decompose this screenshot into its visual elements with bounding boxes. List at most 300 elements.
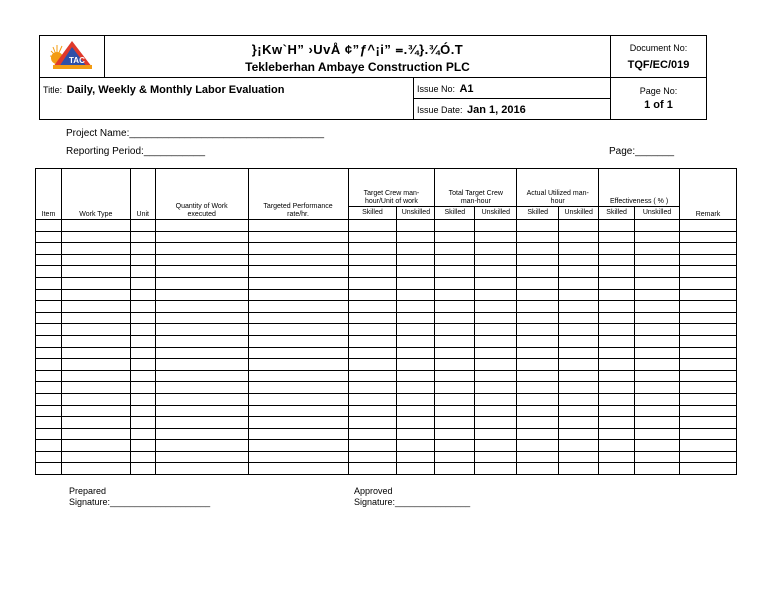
table-cell[interactable] [435,254,475,266]
table-cell[interactable] [248,347,348,359]
table-cell[interactable] [36,301,62,313]
table-cell[interactable] [130,266,155,278]
table-cell[interactable] [475,393,517,405]
table-cell[interactable] [559,254,599,266]
table-cell[interactable] [155,231,248,243]
table-cell[interactable] [155,220,248,232]
table-cell[interactable] [36,451,62,463]
project-name-field[interactable]: Project Name:___________________________________ [66,128,325,139]
table-cell[interactable] [248,417,348,429]
table-cell[interactable] [155,335,248,347]
table-cell[interactable] [348,451,397,463]
table-cell[interactable] [680,220,737,232]
table-cell[interactable] [635,463,680,475]
approved-signature-line[interactable]: Signature:_______________ [354,497,471,507]
table-cell[interactable] [61,277,130,289]
table-cell[interactable] [635,428,680,440]
table-cell[interactable] [61,451,130,463]
table-cell[interactable] [155,393,248,405]
table-cell[interactable] [61,220,130,232]
table-cell[interactable] [36,220,62,232]
table-cell[interactable] [155,301,248,313]
table-cell[interactable] [130,393,155,405]
table-cell[interactable] [475,324,517,336]
table-cell[interactable] [435,382,475,394]
table-cell[interactable] [397,428,435,440]
table-cell[interactable] [517,254,559,266]
table-cell[interactable] [475,231,517,243]
table-cell[interactable] [397,243,435,255]
table-cell[interactable] [635,393,680,405]
table-cell[interactable] [559,359,599,371]
table-cell[interactable] [680,359,737,371]
table-cell[interactable] [348,301,397,313]
table-cell[interactable] [348,254,397,266]
table-cell[interactable] [680,289,737,301]
table-cell[interactable] [348,440,397,452]
table-cell[interactable] [680,440,737,452]
reporting-period-field[interactable]: Reporting Period:___________ [66,146,205,157]
table-cell[interactable] [635,312,680,324]
table-cell[interactable] [397,405,435,417]
table-cell[interactable] [36,312,62,324]
table-cell[interactable] [635,335,680,347]
table-cell[interactable] [559,370,599,382]
table-cell[interactable] [435,405,475,417]
prepared-signature-line[interactable]: Signature:____________________ [69,497,211,507]
table-cell[interactable] [248,382,348,394]
table-cell[interactable] [680,231,737,243]
table-cell[interactable] [155,243,248,255]
table-cell[interactable] [397,266,435,278]
table-cell[interactable] [397,347,435,359]
table-cell[interactable] [155,359,248,371]
table-cell[interactable] [599,463,635,475]
table-cell[interactable] [348,289,397,301]
table-cell[interactable] [517,312,559,324]
table-cell[interactable] [635,405,680,417]
table-cell[interactable] [61,312,130,324]
table-cell[interactable] [435,347,475,359]
table-cell[interactable] [397,393,435,405]
table-cell[interactable] [130,231,155,243]
table-cell[interactable] [155,289,248,301]
table-cell[interactable] [635,417,680,429]
table-cell[interactable] [635,324,680,336]
table-cell[interactable] [635,382,680,394]
table-cell[interactable] [130,428,155,440]
table-cell[interactable] [130,312,155,324]
table-cell[interactable] [475,254,517,266]
table-cell[interactable] [155,312,248,324]
table-cell[interactable] [635,220,680,232]
table-cell[interactable] [155,463,248,475]
table-cell[interactable] [130,335,155,347]
table-cell[interactable] [155,451,248,463]
table-cell[interactable] [475,243,517,255]
table-cell[interactable] [599,231,635,243]
table-cell[interactable] [348,405,397,417]
table-cell[interactable] [599,359,635,371]
table-cell[interactable] [435,324,475,336]
table-cell[interactable] [155,370,248,382]
table-cell[interactable] [348,382,397,394]
table-cell[interactable] [475,405,517,417]
table-cell[interactable] [517,417,559,429]
table-cell[interactable] [348,312,397,324]
table-cell[interactable] [559,301,599,313]
table-cell[interactable] [36,254,62,266]
table-cell[interactable] [559,277,599,289]
table-cell[interactable] [348,370,397,382]
table-cell[interactable] [435,266,475,278]
table-cell[interactable] [36,428,62,440]
table-cell[interactable] [36,266,62,278]
table-cell[interactable] [599,417,635,429]
table-cell[interactable] [130,289,155,301]
table-cell[interactable] [435,231,475,243]
table-cell[interactable] [397,359,435,371]
table-cell[interactable] [635,440,680,452]
table-cell[interactable] [635,370,680,382]
table-cell[interactable] [517,393,559,405]
table-cell[interactable] [61,231,130,243]
table-cell[interactable] [397,335,435,347]
table-cell[interactable] [248,370,348,382]
table-cell[interactable] [248,289,348,301]
table-cell[interactable] [435,359,475,371]
table-cell[interactable] [475,359,517,371]
table-cell[interactable] [348,347,397,359]
table-cell[interactable] [130,301,155,313]
table-cell[interactable] [248,277,348,289]
table-cell[interactable] [36,324,62,336]
table-cell[interactable] [559,382,599,394]
table-cell[interactable] [130,451,155,463]
table-cell[interactable] [559,289,599,301]
table-cell[interactable] [348,393,397,405]
table-cell[interactable] [680,335,737,347]
table-cell[interactable] [435,312,475,324]
table-cell[interactable] [635,451,680,463]
table-cell[interactable] [348,243,397,255]
table-cell[interactable] [155,266,248,278]
table-cell[interactable] [397,382,435,394]
table-cell[interactable] [599,312,635,324]
table-cell[interactable] [435,451,475,463]
table-cell[interactable] [599,289,635,301]
table-cell[interactable] [517,335,559,347]
table-cell[interactable] [680,324,737,336]
table-cell[interactable] [475,312,517,324]
table-cell[interactable] [397,254,435,266]
table-cell[interactable] [36,463,62,475]
table-cell[interactable] [680,428,737,440]
table-cell[interactable] [248,393,348,405]
table-cell[interactable] [36,347,62,359]
table-cell[interactable] [397,289,435,301]
table-cell[interactable] [599,220,635,232]
table-cell[interactable] [155,382,248,394]
table-cell[interactable] [435,335,475,347]
table-cell[interactable] [475,440,517,452]
table-cell[interactable] [559,266,599,278]
table-cell[interactable] [435,277,475,289]
table-cell[interactable] [599,347,635,359]
table-cell[interactable] [435,417,475,429]
table-cell[interactable] [475,463,517,475]
table-cell[interactable] [599,324,635,336]
table-cell[interactable] [348,231,397,243]
table-cell[interactable] [61,405,130,417]
table-cell[interactable] [61,359,130,371]
table-cell[interactable] [155,277,248,289]
table-cell[interactable] [680,277,737,289]
table-cell[interactable] [36,277,62,289]
table-cell[interactable] [517,382,559,394]
table-cell[interactable] [248,220,348,232]
table-cell[interactable] [475,428,517,440]
table-cell[interactable] [635,277,680,289]
table-cell[interactable] [435,289,475,301]
table-cell[interactable] [130,359,155,371]
table-cell[interactable] [397,324,435,336]
table-cell[interactable] [61,289,130,301]
table-cell[interactable] [248,451,348,463]
table-cell[interactable] [248,440,348,452]
table-cell[interactable] [559,451,599,463]
table-cell[interactable] [130,463,155,475]
table-cell[interactable] [61,417,130,429]
table-cell[interactable] [635,289,680,301]
table-cell[interactable] [475,335,517,347]
table-cell[interactable] [397,440,435,452]
table-cell[interactable] [517,463,559,475]
table-cell[interactable] [435,428,475,440]
table-cell[interactable] [475,220,517,232]
table-cell[interactable] [130,382,155,394]
table-cell[interactable] [397,370,435,382]
table-cell[interactable] [680,417,737,429]
table-cell[interactable] [348,220,397,232]
table-cell[interactable] [36,359,62,371]
table-cell[interactable] [130,417,155,429]
table-cell[interactable] [635,254,680,266]
table-cell[interactable] [517,289,559,301]
table-cell[interactable] [61,440,130,452]
table-cell[interactable] [517,451,559,463]
table-cell[interactable] [248,312,348,324]
table-cell[interactable] [36,440,62,452]
table-cell[interactable] [599,382,635,394]
table-cell[interactable] [475,277,517,289]
table-cell[interactable] [61,335,130,347]
table-cell[interactable] [559,428,599,440]
table-cell[interactable] [599,277,635,289]
table-cell[interactable] [435,220,475,232]
table-cell[interactable] [130,347,155,359]
table-cell[interactable] [397,451,435,463]
table-cell[interactable] [61,382,130,394]
table-cell[interactable] [680,370,737,382]
table-cell[interactable] [599,428,635,440]
table-cell[interactable] [680,393,737,405]
table-cell[interactable] [559,393,599,405]
table-cell[interactable] [248,463,348,475]
table-cell[interactable] [36,393,62,405]
table-cell[interactable] [348,428,397,440]
table-cell[interactable] [475,382,517,394]
table-cell[interactable] [599,335,635,347]
table-cell[interactable] [36,231,62,243]
table-cell[interactable] [559,231,599,243]
table-cell[interactable] [517,324,559,336]
table-cell[interactable] [475,451,517,463]
table-cell[interactable] [475,301,517,313]
table-cell[interactable] [36,289,62,301]
table-cell[interactable] [155,254,248,266]
table-cell[interactable] [635,301,680,313]
table-cell[interactable] [248,266,348,278]
table-cell[interactable] [517,231,559,243]
table-cell[interactable] [155,347,248,359]
table-cell[interactable] [475,266,517,278]
table-cell[interactable] [517,347,559,359]
table-cell[interactable] [130,440,155,452]
table-cell[interactable] [680,266,737,278]
table-cell[interactable] [475,417,517,429]
table-cell[interactable] [475,289,517,301]
table-cell[interactable] [680,347,737,359]
table-cell[interactable] [248,335,348,347]
table-cell[interactable] [397,463,435,475]
table-cell[interactable] [130,254,155,266]
table-cell[interactable] [475,370,517,382]
table-cell[interactable] [36,370,62,382]
table-cell[interactable] [599,301,635,313]
table-cell[interactable] [559,335,599,347]
table-cell[interactable] [248,243,348,255]
table-cell[interactable] [397,220,435,232]
table-cell[interactable] [680,301,737,313]
table-cell[interactable] [130,370,155,382]
table-cell[interactable] [517,277,559,289]
table-cell[interactable] [517,440,559,452]
table-cell[interactable] [517,428,559,440]
table-cell[interactable] [61,243,130,255]
table-cell[interactable] [248,428,348,440]
table-cell[interactable] [517,266,559,278]
table-cell[interactable] [559,220,599,232]
table-cell[interactable] [61,266,130,278]
table-cell[interactable] [635,243,680,255]
table-cell[interactable] [435,440,475,452]
table-cell[interactable] [61,347,130,359]
table-cell[interactable] [130,405,155,417]
table-cell[interactable] [36,405,62,417]
table-cell[interactable] [155,428,248,440]
table-cell[interactable] [599,451,635,463]
table-cell[interactable] [680,312,737,324]
table-cell[interactable] [61,393,130,405]
table-cell[interactable] [680,451,737,463]
table-cell[interactable] [36,417,62,429]
table-cell[interactable] [248,254,348,266]
table-cell[interactable] [248,405,348,417]
table-cell[interactable] [397,417,435,429]
table-cell[interactable] [36,335,62,347]
table-cell[interactable] [435,463,475,475]
table-cell[interactable] [61,370,130,382]
table-cell[interactable] [559,440,599,452]
table-cell[interactable] [435,393,475,405]
table-cell[interactable] [517,301,559,313]
table-cell[interactable] [517,359,559,371]
table-cell[interactable] [680,243,737,255]
table-cell[interactable] [680,463,737,475]
table-cell[interactable] [130,243,155,255]
page-field[interactable]: Page:_______ [609,146,675,157]
table-cell[interactable] [599,393,635,405]
table-cell[interactable] [348,324,397,336]
table-cell[interactable] [155,440,248,452]
table-cell[interactable] [635,347,680,359]
table-cell[interactable] [36,382,62,394]
table-cell[interactable] [559,405,599,417]
table-cell[interactable] [517,243,559,255]
table-cell[interactable] [130,277,155,289]
table-cell[interactable] [61,301,130,313]
table-cell[interactable] [517,220,559,232]
table-cell[interactable] [248,231,348,243]
table-cell[interactable] [61,428,130,440]
table-cell[interactable] [61,324,130,336]
table-cell[interactable] [397,301,435,313]
table-cell[interactable] [348,277,397,289]
table-cell[interactable] [397,277,435,289]
table-cell[interactable] [475,347,517,359]
table-cell[interactable] [397,231,435,243]
table-cell[interactable] [599,243,635,255]
table-cell[interactable] [61,463,130,475]
table-cell[interactable] [680,382,737,394]
table-cell[interactable] [348,463,397,475]
table-cell[interactable] [348,417,397,429]
table-cell[interactable] [559,347,599,359]
table-cell[interactable] [155,405,248,417]
table-cell[interactable] [680,405,737,417]
table-cell[interactable] [635,231,680,243]
table-cell[interactable] [559,324,599,336]
table-cell[interactable] [517,370,559,382]
table-cell[interactable] [36,243,62,255]
table-cell[interactable] [61,254,130,266]
table-cell[interactable] [559,243,599,255]
table-cell[interactable] [435,243,475,255]
table-cell[interactable] [248,359,348,371]
table-cell[interactable] [155,324,248,336]
table-cell[interactable] [680,254,737,266]
table-cell[interactable] [599,405,635,417]
table-cell[interactable] [155,417,248,429]
table-cell[interactable] [435,301,475,313]
table-cell[interactable] [517,405,559,417]
table-cell[interactable] [348,359,397,371]
table-cell[interactable] [248,324,348,336]
table-cell[interactable] [130,324,155,336]
table-cell[interactable] [599,254,635,266]
table-cell[interactable] [130,220,155,232]
